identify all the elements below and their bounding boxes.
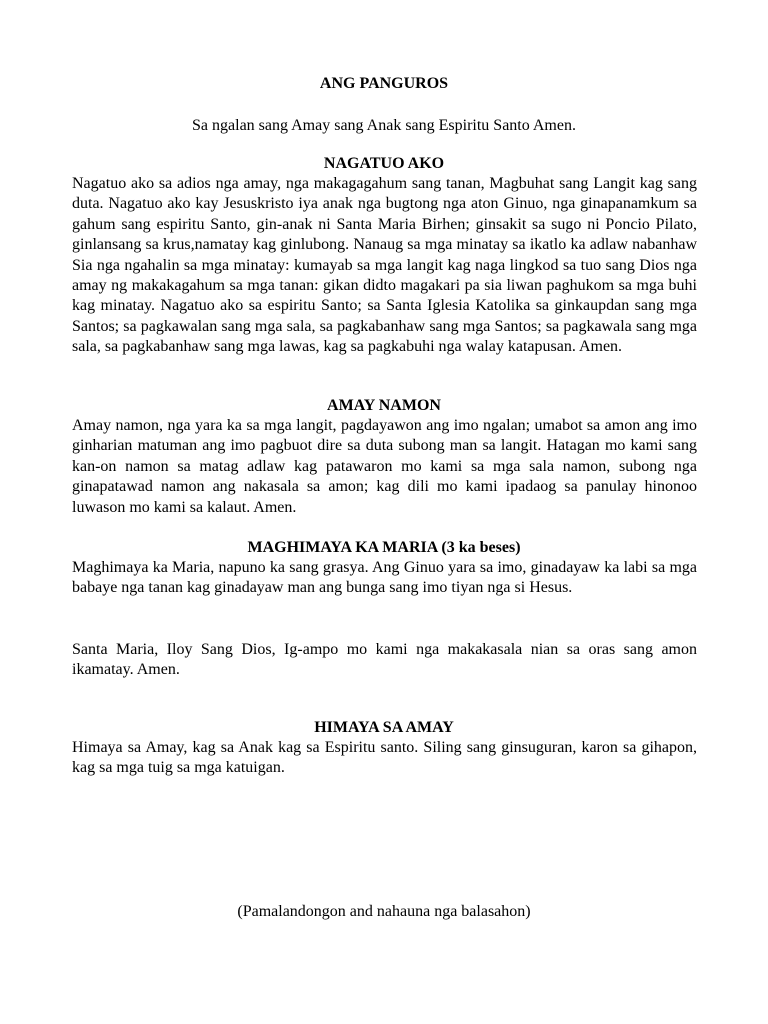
section-paragraph-maghimaya-1: Maghimaya ka Maria, napuno ka sang grasya. Ang Ginuo yara sa imo, ginadayaw ka labi sa mga babaye nga tanan kag ginadayaw man ang bunga sang imo tiyan nga si Hesus. xyxy=(72,559,697,597)
section-paragraph-maghimaya-2: Santa Maria, Iloy Sang Dios, Ig-ampo mo kami nga makakasala nian sa oras sang amon ikamatay. Amen. xyxy=(72,641,697,679)
section-paragraph-nagatuo-ako: Nagatuo ako sa adios nga amay, nga makagagahum sang tanan, Magbuhat sang Langit kag sang duta. Nagatuo ako kay Jesuskristo iya anak nga bugtong nga aton Ginuo, nga ginapanamkum sa gahum sang espiritu Santo, gin-anak ni Santa Maria Birhen; ginsakit sa sugo ni Poncio Pilato, ginlansang sa krus,namatay kag ginlubong. Nanaug sa mga minatay sa ikatlo ka adlaw nabanhaw Sia nga ngahalin sa mga minatay: kumayab sa mga langit kag naga lingkod sa tuo sang Dios nga amay ng makakagahum sa mga tanan: gikan didto magakari pa sia liwan paghukom sa mga buhi kag minatay. Nagatuo ako sa espiritu Santo; sa Santa Iglesia Katolika sa ginkaupdan sang mga Santos; sa pagkawalan sang mga sala, sa pagkabanhaw sang mga Santos; sa pagkawala sang mga sala, sa pagkabanhaw sang mga lawas, kag sa pagkabuhi nga walay katapusan. Amen. xyxy=(72,175,697,356)
invocation-line: Sa ngalan sang Amay sang Anak sang Espiritu Santo Amen. xyxy=(192,117,576,134)
section-heading-maghimaya-ka-maria xyxy=(0,538,768,558)
section-paragraph-himaya-sa-amay: Himaya sa Amay, kag sa Anak kag sa Espiritu santo. Siling sang ginsuguran, karon sa gihapon, kag sa mga tuig sa mga katuigan. xyxy=(72,739,697,777)
section-paragraph-amay-namon: Amay namon, nga yara ka sa mga langit, pagdayawon ang imo ngalan; umabot sa amon ang imo ginharian matuman ang imo pagbuot dire sa duta subong man sa langit. Hatagan mo kami sang kan-on namon sa matag adlaw kag patawaron mo kami sa mga sala namon, subong nga ginapatawad namon ang nakasala sa amon; kag dili mo kami ipadaog sa panulay hinonoo luwason mo kami sa kalaut. Amen. xyxy=(72,417,697,516)
document-title: ANG PANGUROS xyxy=(319,75,449,92)
section-heading-amay-namon: AMAY NAMON xyxy=(327,397,441,414)
section-heading-nagatuo-ako: NAGATUO AKO xyxy=(323,155,445,172)
section-heading-text: MAGHIMAYA KA MARIA xyxy=(247,539,438,556)
document-footer: (Pamalandongon and nahauna nga balasahon) xyxy=(237,903,531,920)
section-heading-himaya-sa-amay: HIMAYA SA AMAY xyxy=(314,719,454,736)
section-heading-note: (3 ka beses) xyxy=(441,539,521,556)
